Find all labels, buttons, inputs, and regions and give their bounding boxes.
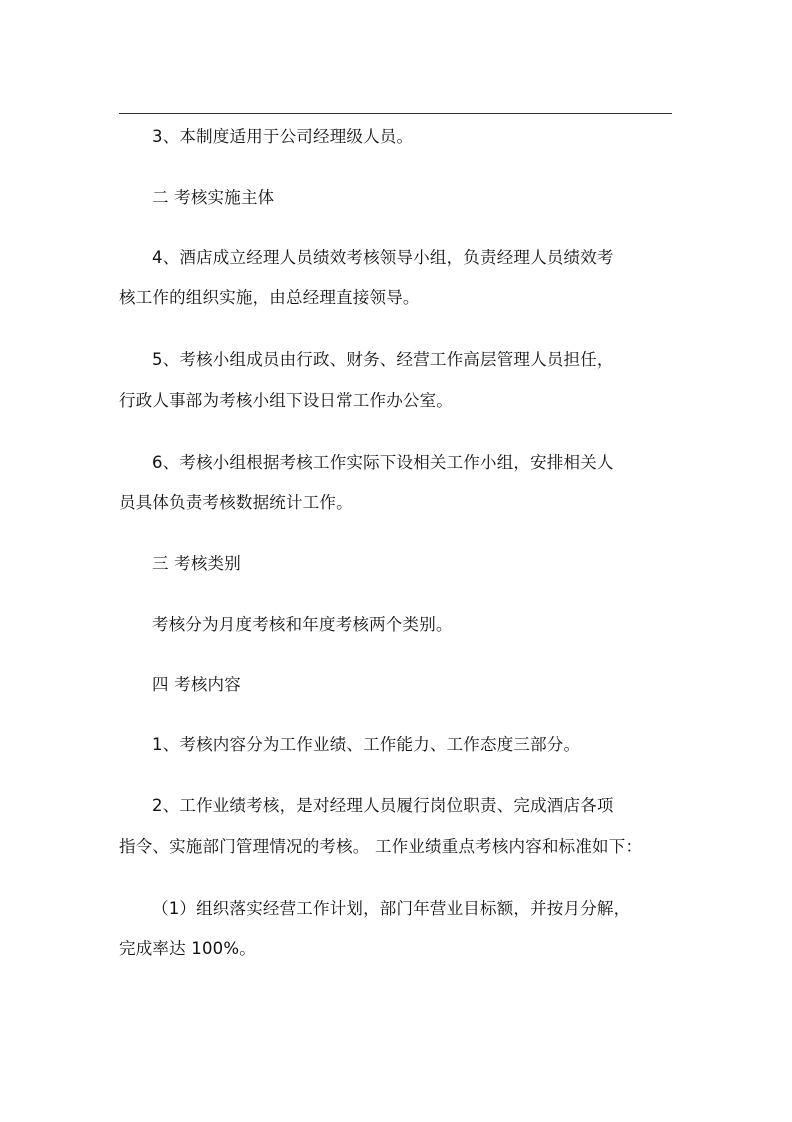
paragraph-line: 指令、实施部门管理情况的考核。 工作业绩重点考核内容和标准如下：: [119, 837, 643, 856]
paragraph-line: 行政人事部为考核小组下设日常工作办公室。: [119, 391, 453, 410]
paragraph-line: 完成率达 100%。: [119, 939, 256, 958]
paragraph-line: （1）组织落实经营工作计划，部门年营业目标额，并按月分解，: [152, 899, 631, 918]
paragraph-line: 5、考核小组成员由行政、财务、经营工作高层管理人员担任，: [152, 350, 614, 369]
paragraph-line: 6、考核小组根据考核工作实际下设相关工作小组，安排相关人: [152, 453, 614, 472]
paragraph-line: 考核分为月度考核和年度考核两个类别。: [152, 615, 453, 634]
paragraph-line: 员具体负责考核数据统计工作。: [119, 493, 353, 512]
paragraph-line: 2、工作业绩考核，是对经理人员履行岗位职责、完成酒店各项: [152, 796, 614, 815]
paragraph-line: 3、本制度适用于公司经理级人员。: [152, 127, 414, 146]
paragraph-line: 核工作的组织实施，由总经理直接领导。: [119, 288, 420, 307]
section-heading: 二 考核实施主体: [152, 188, 275, 207]
paragraph-line: 1、考核内容分为工作业绩、工作能力、工作态度三部分。: [152, 735, 581, 754]
header-rule: [119, 113, 672, 114]
section-heading: 三 考核类别: [152, 554, 241, 573]
section-heading: 四 考核内容: [152, 675, 241, 694]
paragraph-line: 4、酒店成立经理人员绩效考核领导小组，负责经理人员绩效考: [152, 248, 614, 267]
